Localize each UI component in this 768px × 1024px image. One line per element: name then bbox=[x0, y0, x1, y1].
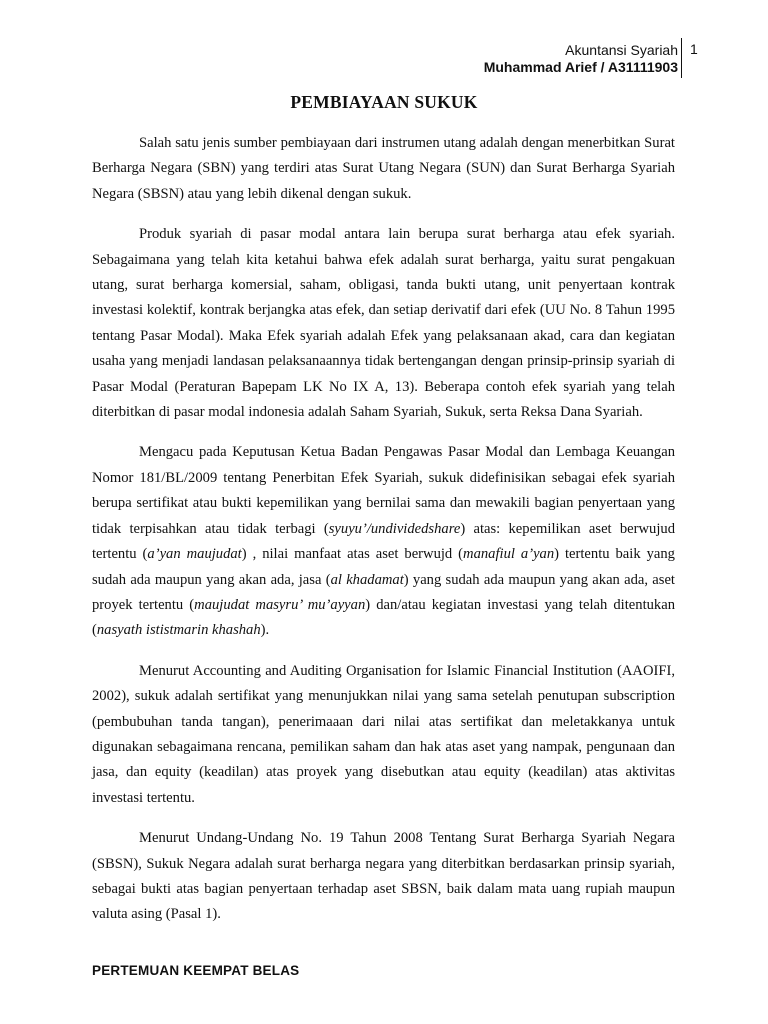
document-title: PEMBIAYAAN SUKUK bbox=[290, 92, 478, 112]
paragraph-3-text: ) dan/atau kegiatan investasi yang telah ditentukan ( bbox=[92, 596, 675, 639]
paragraph-4: Menurut Accounting and Auditing Organisation for Islamic Financial Institution (AAOIFI, 2002), sukuk adalah sertifikat yang menunjukkan nilai yang sama setelah penutupan subscription (pembubuhan tanda tangan), penerimaaan dari nilai atas sertifikat dan meletakkanya untuk digunakan sebagaimana rencana, pemilikan saham dan hak atas aset yang nampak, pengunaan dan jasa, dan equity (keadilan) atas proyek yang disebutkan atau equity (keadilan) atas aktivitas investasi tertentu. bbox=[92, 662, 675, 806]
paragraph-3 bbox=[92, 440, 675, 643]
header-subject: Akuntansi Syariah bbox=[565, 42, 678, 58]
paragraph-3-text: ) atas: kepemilikan aset berwujud tertentu ( bbox=[92, 520, 676, 563]
paragraph-3-text: ). bbox=[260, 622, 270, 639]
term-syuyu: syuyu’/undividedshare bbox=[328, 520, 461, 537]
term-al-khadamat: al khadamat bbox=[330, 571, 404, 588]
paragraph-5: Menurut Undang-Undang No. 19 Tahun 2008 Tentang Surat Berharga Syariah Negara (SBSN), Sukuk Negara adalah surat berharga negara yang diterbitkan berdasarkan prinsip syariah, sebagai bukti atas bagian penyertaan terhadap aset SBSN, baik dalam mata uang rupiah maupun valuta asing (Pasal 1). bbox=[92, 830, 675, 923]
paragraph-2: Produk syariah di pasar modal antara lain berupa surat berharga atau efek syariah. Sebagaimana yang telah kita ketahui bahwa efek adalah surat berharga, yaitu surat pengakuan utang, surat berharga komersial, saham, obligasi, tanda bukti utang, unit penyertaan kontrak investasi kolektif, kontrak berjangka atas efek, dan setiap derivatif dari efek (UU No. 8 Tahun 1995 tentang Pasar Modal). Maka Efek syariah adalah Efek yang pelaksanaan akad, cara dan kegiatan usaha yang menjadi landasan pelaksanaannya tidak bertengangan dengan prinsip-prinsip syariah di Pasar Modal (Peraturan Bapepam LK No IX A, 13). Beberapa contoh efek syariah yang telah diterbitkan di pasar modal indonesia adalah Saham Syariah, Sukuk, serta Reksa Dana Syariah. bbox=[92, 226, 675, 421]
paragraph-3-text: ) , nilai manfaat atas aset berwujd ( bbox=[241, 546, 464, 563]
paragraph-1: Salah satu jenis sumber pembiayaan dari instrumen utang adalah dengan menerbitkan Surat Berharga Negara (SBN) yang terdiri atas Surat Utang Negara (SUN) dan Surat Berharga Syariah Negara (SBSN) atau yang lebih dikenal dengan sukuk. bbox=[92, 135, 675, 202]
running-footer: PERTEMUAN KEEMPAT BELAS bbox=[92, 963, 300, 978]
page-number: 1 bbox=[681, 38, 698, 78]
term-ayan-maujudat: a’yan maujudat bbox=[147, 546, 242, 563]
header-author: Muhammad Arief / A31111903 bbox=[483, 59, 678, 75]
paragraph-3-text: Mengacu pada Keputusan Ketua Badan Pengawas Pasar Modal dan Lembaga Keuangan Nomor 181/BL/2009 tentang Penerbitan Efek Syariah, sukuk didefinisikan sebagai efek syariah berupa sertifikat atau bukti kepemilikan yang bernilai sama dan mewakili bagian penyertaan yang tidak terpisahkan atau tidak terbagi ( bbox=[92, 444, 675, 537]
running-header bbox=[484, 42, 678, 76]
paragraph-3-text: ) tertentu baik yang sudah ada maupun yang akan ada, jasa ( bbox=[92, 546, 675, 588]
paragraph-3-text: ) yang sudah ada maupun yang akan ada, aset proyek tertentu ( bbox=[92, 571, 675, 613]
document-body bbox=[92, 131, 675, 943]
term-nasyath: nasyath ististmarin khashah bbox=[96, 622, 261, 639]
term-maujudat-masyru: maujudat masyru’ mu’ayyan bbox=[194, 596, 366, 613]
term-manafiul-ayan: manafiul a’yan bbox=[463, 546, 555, 563]
